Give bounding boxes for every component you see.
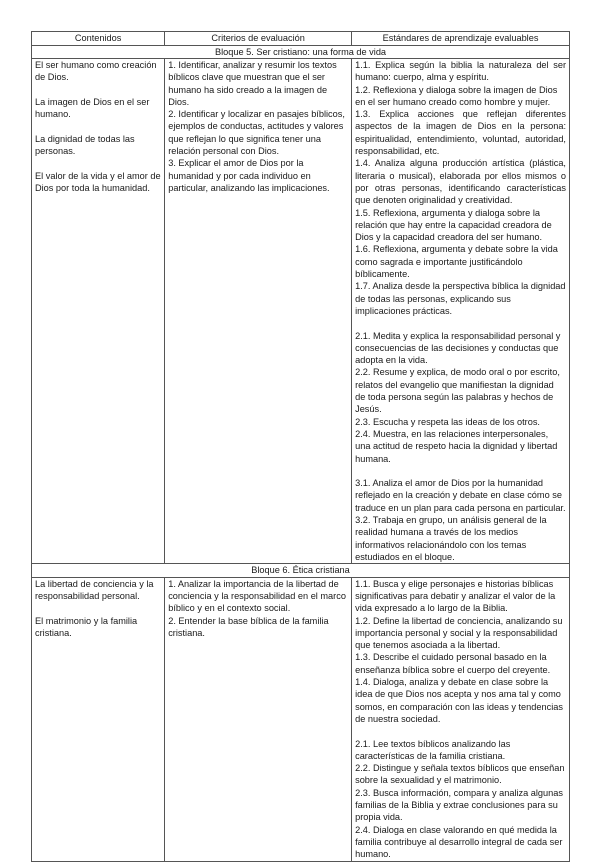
contenido-item: La imagen de Dios en el ser humano. [35, 96, 150, 120]
block-6-title-row [32, 564, 570, 578]
criterio-item: 2. Identificar y localizar en pasajes bíblicos, ejemplos de conductas, actitudes y valores que reflejan lo que significa tener una relación personal con Dios. [168, 109, 345, 157]
estandar-item: 2.3. Escucha y respeta las ideas de los otros. [355, 416, 540, 427]
estandar-item: 2.2. Distingue y señala textos bíblicos que enseñan sobre la sexualidad y el matrimonio. [355, 763, 565, 786]
block-5-estandares [352, 59, 570, 564]
block-6-estandares [352, 577, 570, 861]
contenido-item: La dignidad de todas las personas. [35, 133, 135, 157]
contenido-item: El ser humano como creación de Dios. [35, 60, 157, 83]
header-row [32, 32, 570, 46]
estandar-item: 3.2. Trabaja en grupo, un análisis general de la realidad humana a través de los medios informativos relacionándolo con los temas estudiados en el bloque. [355, 514, 547, 562]
block-5-row [32, 59, 570, 564]
contenido-item: La libertad de conciencia y la responsabilidad personal. [35, 578, 154, 601]
block-5-title: Bloque 5. Ser cristiano: una forma de vida [32, 45, 570, 59]
estandar-item: 1.7. Analiza desde la perspectiva bíblica la dignidad de todas las personas, explicando sus implicaciones prácticas. [355, 281, 566, 316]
contenido-item: El valor de la vida y el amor de Dios por toda la humanidad. [35, 170, 161, 193]
estandar-item: 1.3. Describe el cuidado personal basado en la enseñanza bíblica sobre el cuerpo del creyente. [355, 652, 551, 675]
block-5-contenidos [32, 59, 165, 564]
criterio-item: 2. Entender la base bíblica de la familia cristiana. [168, 615, 329, 638]
estandar-item: 1.3. Explica acciones que reflejan diferentes aspectos de la imagen de Dios en la persona: espiritualidad, entendimiento, voluntad, autoridad, responsabilidad, etc. [355, 109, 566, 157]
estandar-item: 2.2. Resume y explica, de modo oral o por escrito, relatos del evangelio que manifiestan la dignidad de toda persona según las palabras y hechos de Jesús. [355, 367, 560, 415]
criterio-item: 3. Explicar el amor de Dios por la humanidad y por cada individuo en particular, analizando las implicaciones. [168, 158, 330, 193]
curriculum-table [31, 31, 570, 862]
estandar-item: 2.4. Dialoga en clase valorando en qué medida la familia contribuye al desarrollo integral de cada ser humano. [355, 824, 563, 860]
estandar-item: 1.1. Busca y elige personajes e historias bíblicas significativas para debatir y analizar el valor de la vida expresado a lo largo de la Biblia. [355, 578, 556, 614]
estandar-item: 2.1. Lee textos bíblicos analizando las características de la familia cristiana. [355, 738, 511, 761]
block-5-criterios [165, 59, 352, 564]
criterio-item: 1. Identificar, analizar y resumir los textos bíblicos clave que muestran que el ser humano ha sido creado a la imagen de Dios. [168, 60, 337, 107]
contenido-item: El matrimonio y la familia cristiana. [35, 615, 138, 638]
estandar-item: 2.4. Muestra, en las relaciones interpersonales, una actitud de respeto hacia la dignidad y libertad humana. [355, 428, 558, 464]
estandar-item: 2.1. Medita y explica la responsabilidad personal y consecuencias de las decisiones y conductas que adopta en la vida. [355, 330, 561, 366]
estandar-item: 1.5. Reflexiona, argumenta y dialoga sobre la relación que hay entre la capacidad creadora de Dios y la capacidad creadora del ser humano. [355, 207, 552, 243]
estandar-item: 1.4. Analiza alguna producción artística (plástica, literaria o musical), elaborada por ellos mismos o por otras personas, identificando características que denoten originalidad y creatividad. [355, 158, 566, 206]
block-5-title-row [32, 45, 570, 59]
estandar-item: 1.2. Reflexiona y dialoga sobre la imagen de Dios en el ser humano creado como hombre y mujer. [355, 84, 558, 107]
estandar-item: 1.6. Reflexiona, argumenta y debate sobre la vida como sagrada e importante justificándolo bíblicamente. [355, 244, 558, 280]
block-6-criterios [165, 577, 352, 861]
block-6-title: Bloque 6. Ética cristiana [32, 564, 570, 578]
estandar-item: 1.1. Explica según la biblia la naturaleza del ser humano: cuerpo, alma y espíritu. [355, 60, 566, 83]
estandar-item: 2.3. Busca información, compara y analiza algunas familias de la Biblia y extrae conclusiones para su propia vida. [355, 787, 563, 823]
header-criterios: Criterios de evaluación [165, 32, 352, 46]
header-estandares: Estándares de aprendizaje evaluables [352, 32, 570, 46]
criterio-item: 1. Analizar la importancia de la libertad de conciencia y la responsabilidad en el marco bíblico y en el contexto social. [168, 578, 346, 614]
estandar-item: 1.2. Define la libertad de conciencia, analizando su importancia personal y social y la responsabilidad que tenemos asociada a la libertad. [355, 615, 563, 651]
estandar-item: 3.1. Analiza el amor de Dios por la humanidad reflejado en la creación y debate en clase cómo se traduce en un plan para cada persona en particular. [355, 478, 566, 513]
block-6-row [32, 577, 570, 861]
header-contenidos: Contenidos [32, 32, 165, 46]
estandar-item: 1.4. Dialoga, analiza y debate en clase sobre la idea de que Dios nos acepta y nos ama tal y como somos, en comparación con las ideas y tendencias de nuestra sociedad. [355, 677, 563, 724]
block-6-contenidos [32, 577, 165, 861]
